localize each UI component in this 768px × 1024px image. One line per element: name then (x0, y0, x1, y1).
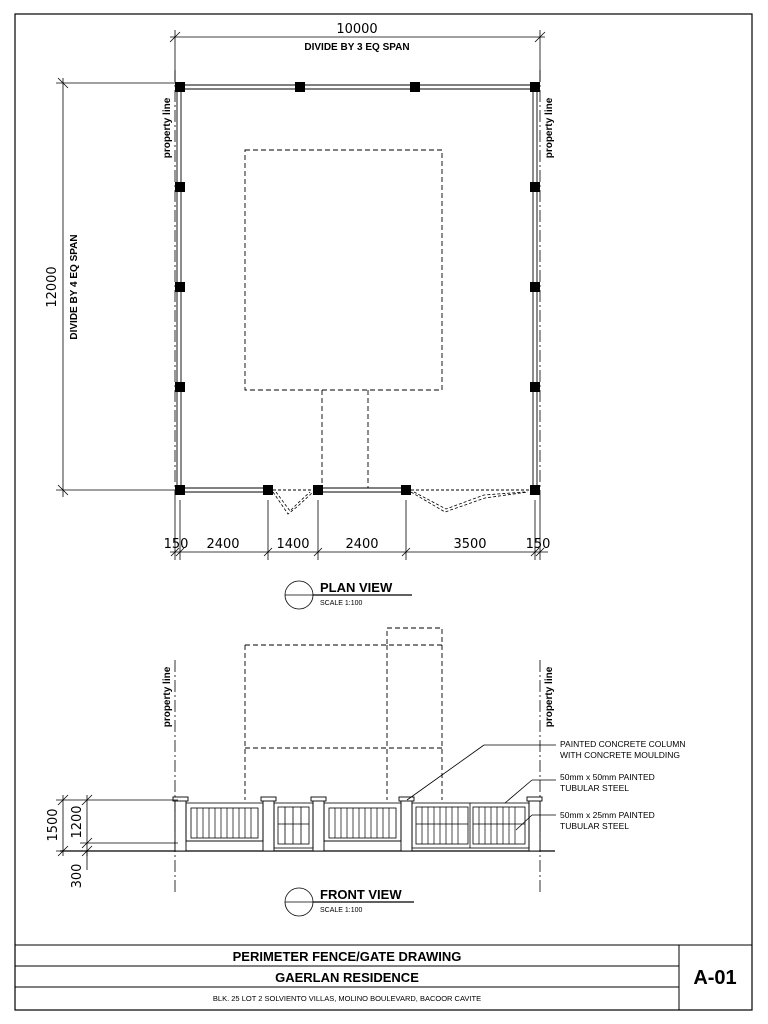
front-view-scale: SCALE 1:100 (320, 907, 363, 914)
front-pedestrian-gate (274, 803, 313, 848)
title-block-project: GAERLAN RESIDENCE (275, 970, 419, 985)
front-property-lines (175, 660, 540, 895)
plan-property-line-left: property line (162, 97, 173, 159)
callout-concrete-column-line1: PAINTED CONCRETE COLUMN (560, 739, 686, 749)
sheet-border (15, 14, 752, 1010)
front-view (46, 628, 685, 916)
plan-seg-2400-a: 2400 (206, 537, 240, 552)
front-height-1200: 1200 (70, 805, 85, 839)
plan-property-lines (175, 70, 540, 500)
front-fence-panels (186, 803, 401, 841)
plan-property-line-right: property line (544, 97, 555, 159)
plan-fence-walls (177, 85, 537, 492)
title-block-address: BLK. 25 LOT 2 SOLVIENTO VILLAS, MOLINO BOULEVARD, BACOOR CAVITE (212, 994, 482, 1003)
plan-depth-note: DIVIDE BY 4 EQ SPAN (69, 234, 80, 340)
front-gate-bars (422, 807, 515, 844)
front-view-title: FRONT VIEW (320, 887, 402, 902)
front-house-outline (245, 628, 442, 800)
plan-house-outline (245, 150, 442, 488)
plan-gate-swings (273, 492, 528, 514)
plan-overall-width: 10000 (336, 22, 378, 37)
title-block-sheet-number: A-01 (693, 967, 737, 989)
front-property-line-right: property line (544, 666, 555, 728)
plan-overall-depth: 12000 (45, 266, 60, 308)
callout-steel-50x50-line2: TUBULAR STEEL (560, 783, 629, 793)
plan-top-dimension (170, 30, 545, 82)
plan-seg-150-right: 150 (525, 537, 551, 552)
callout-steel-50x25-line1: 50mm x 25mm PAINTED (560, 810, 655, 820)
plan-width-note: DIVIDE BY 3 EQ SPAN (304, 42, 410, 53)
plan-seg-2400-b: 2400 (345, 537, 379, 552)
plan-seg-3500: 3500 (453, 537, 487, 552)
plan-seg-1400: 1400 (276, 537, 310, 552)
front-height-300: 300 (70, 863, 85, 889)
plan-view-scale: SCALE 1:100 (320, 600, 363, 607)
callout-steel-50x25-line2: TUBULAR STEEL (560, 821, 629, 831)
front-property-line-left: property line (162, 666, 173, 728)
title-block-drawing-title: PERIMETER FENCE/GATE DRAWING (232, 949, 462, 964)
front-driveway-gate (412, 803, 529, 848)
plan-view-title: PLAN VIEW (320, 580, 393, 595)
plan-view (45, 22, 555, 609)
callout-concrete-column-line2: WITH CONCRETE MOULDING (560, 750, 680, 760)
front-height-1500: 1500 (46, 808, 61, 842)
callout-steel-50x50-line1: 50mm x 50mm PAINTED (560, 772, 655, 782)
plan-seg-150-left: 150 (163, 537, 189, 552)
plan-columns (175, 82, 540, 495)
